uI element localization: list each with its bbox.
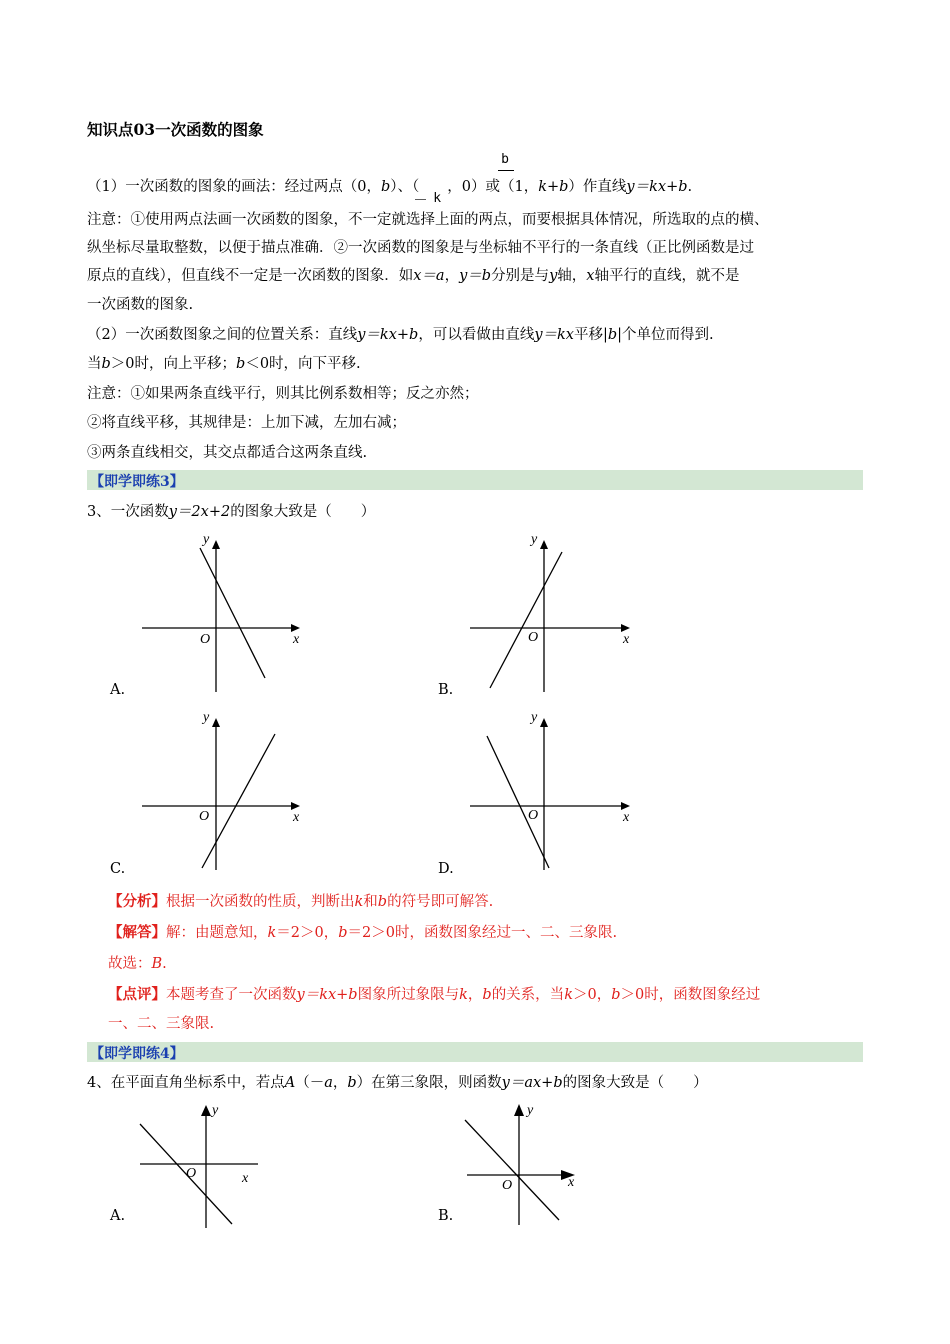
note1-line1: 注意：①使用两点法画一次函数的图象，不一定就选择上面的两点，而要根据具体情况，所选取的点的横、 xyxy=(87,212,769,228)
origin-label: O xyxy=(528,808,539,823)
option-a-label: A. xyxy=(110,682,126,698)
note2-line1: 注意：①如果两条直线平行，则其比例系数相等；反之亦然； xyxy=(87,386,479,402)
fraction-denominator: k xyxy=(433,191,442,206)
q4-option-b-label: B. xyxy=(438,1208,454,1224)
origin-label: O xyxy=(186,1166,197,1181)
graph-q3-b xyxy=(460,530,640,695)
note2-line3: ③两条直线相交，其交点都适合这两条直线. xyxy=(87,445,368,461)
origin-label: O xyxy=(502,1178,513,1193)
paragraph-drawing-method: （1）一次函数的图象的画法：经过两点（0，b）、（ － k ，0）或（1，k+b）作直线y＝kx+b. xyxy=(87,179,693,209)
option-c-label: C. xyxy=(110,861,126,877)
graph-q4-b xyxy=(455,1100,595,1230)
note1-line3: 原点的直线），但直线不一定是一次函数的图象．如x＝a，y＝b分别是与y轴，x轴平行的直线，就不是 xyxy=(87,268,740,284)
y-axis-label: y xyxy=(203,532,210,547)
x-axis-label: x xyxy=(293,632,300,647)
option-d-label: D. xyxy=(438,861,454,877)
answer-line: 【解答】解：由题意知，k＝2＞0，b＝2＞0时，函数图象经过一、二、三象限. xyxy=(108,924,618,941)
review-line2: 一、二、三象限. xyxy=(108,1016,215,1032)
x-axis-label: x xyxy=(623,632,630,647)
paragraph-position-relation: （2）一次函数图象之间的位置关系：直线y＝kx+b，可以看做由直线y＝kx平移|b|个单位而得到. xyxy=(87,327,714,343)
origin-label: O xyxy=(528,630,539,645)
analysis-line: 【分析】根据一次函数的性质，判断出k和b的符号即可解答. xyxy=(108,893,494,910)
option-b-label: B. xyxy=(438,682,454,698)
note2-line2: ②将直线平移，其规律是：上加下减，左加右减； xyxy=(87,415,406,431)
y-axis-label: y xyxy=(203,710,210,725)
choose-line: 故选：B. xyxy=(108,956,167,972)
q4-option-a-label: A. xyxy=(110,1208,126,1224)
graph-q4-a xyxy=(130,1100,270,1230)
x-axis-label: x xyxy=(242,1171,249,1186)
y-axis-label: y xyxy=(531,532,538,547)
graph-q3-d xyxy=(460,708,640,873)
x-axis-label: x xyxy=(293,810,300,825)
note1-line2: 纵坐标尽量取整数，以便于描点准确．②一次函数的图象是与坐标轴不平行的一条直线（正比例函数是过 xyxy=(87,240,754,256)
review-line1: 【点评】本题考查了一次函数y＝kx+b图象所过象限与k，b的关系，当k＞0，b＞0时，函数图象经过 xyxy=(108,986,761,1003)
origin-label: O xyxy=(200,632,211,647)
fraction-numerator: b xyxy=(501,152,509,167)
note1-line4: 一次函数的图象. xyxy=(87,297,194,313)
graph-q3-a xyxy=(130,530,310,695)
question-4: 4、在平面直角坐标系中，若点A（－a，b）在第三象限，则函数y＝ax+b的图象大致是（ ） xyxy=(87,1075,708,1091)
practice-band-3: 【即学即练3】 xyxy=(87,470,863,490)
y-axis-label: y xyxy=(527,1103,534,1118)
question-3: 3、一次函数y＝2x+2的图象大致是（ ） xyxy=(87,504,376,520)
section-title: 知识点03一次函数的图象 xyxy=(87,120,264,139)
graph-q3-c xyxy=(130,708,310,873)
x-axis-label: x xyxy=(568,1175,575,1190)
fraction-bar xyxy=(498,170,514,171)
origin-label: O xyxy=(199,809,210,824)
y-axis-label: y xyxy=(212,1103,219,1118)
practice-band-4: 【即学即练4】 xyxy=(87,1042,863,1062)
x-axis-label: x xyxy=(623,810,630,825)
y-axis-label: y xyxy=(531,710,538,725)
paragraph-shift-rule: 当b＞0时，向上平移；b＜0时，向下平移. xyxy=(87,356,361,372)
